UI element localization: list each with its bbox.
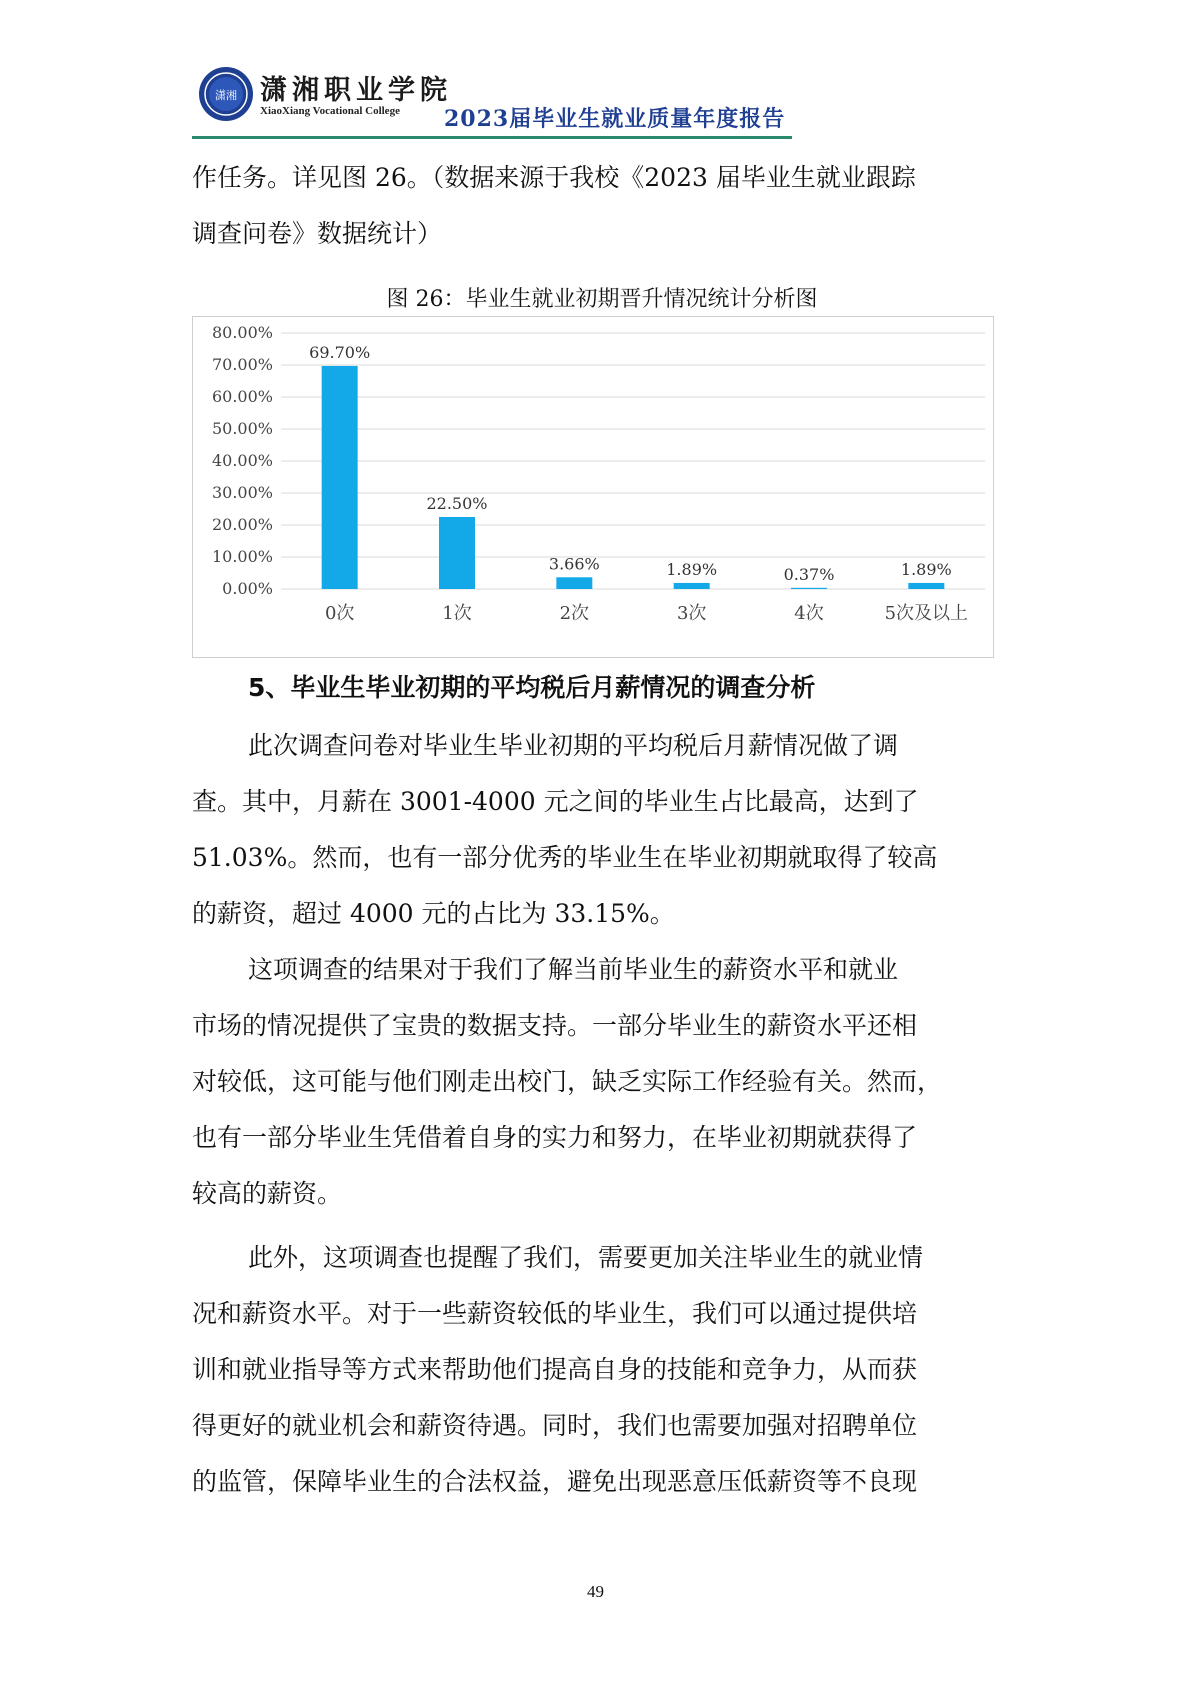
data-label-3: 1.89% xyxy=(666,559,718,579)
paragraph-3-line-3: 训和就业指导等方式来帮助他们提高自身的技能和竞争力，从而获 xyxy=(192,1355,918,1384)
x-tick-label-0: 0次 xyxy=(324,603,355,624)
y-tick-label: 60.00% xyxy=(211,387,273,406)
x-tick-label-1: 1次 xyxy=(442,603,472,624)
y-tick-label: 10.00% xyxy=(211,547,273,566)
paragraph-3-line-4: 得更好的就业机会和薪资待遇。同时，我们也需要加强对招聘单位 xyxy=(192,1411,918,1440)
x-tick-label-5: 5次及以上 xyxy=(884,603,969,624)
paragraph-1-line-4: 的薪资，超过 4000 元的占比为 33.15%。 xyxy=(192,899,675,928)
paragraph-1-line-2: 查。其中，月薪在 3001-4000 元之间的毕业生占比最高，达到了 xyxy=(192,787,919,816)
paragraph-3-line-2: 况和薪资水平。对于一些薪资较低的毕业生，我们可以通过提供培 xyxy=(192,1299,918,1328)
x-tick-label-3: 3次 xyxy=(676,603,707,624)
y-tick-label: 0.00% xyxy=(222,579,273,598)
figure-caption: 图 26：毕业生就业初期晋升情况统计分析图 xyxy=(386,287,818,312)
logo-text: 潇湘 xyxy=(215,89,237,102)
paragraph-2-line-3: 对较低，这可能与他们刚走出校门，缺乏实际工作经验有关。然而， xyxy=(192,1067,943,1096)
bar-0 xyxy=(322,366,358,589)
paragraph-2-line-5: 较高的薪资。 xyxy=(192,1179,343,1208)
y-tick-label: 80.00% xyxy=(211,323,273,342)
bar-2 xyxy=(556,577,592,589)
bar-3 xyxy=(674,583,710,589)
paragraph-3-line-1: 此外，这项调查也提醒了我们，需要更加关注毕业生的就业情 xyxy=(248,1243,924,1272)
data-label-0: 69.70% xyxy=(309,342,371,362)
paragraph-1-line-3: 51.03%。然而，也有一部分优秀的毕业生在毕业初期就取得了较高 xyxy=(192,843,938,872)
bar-4 xyxy=(791,588,827,589)
data-label-2: 3.66% xyxy=(548,554,600,574)
college-logo xyxy=(198,66,254,122)
y-tick-label: 30.00% xyxy=(211,483,273,502)
y-tick-label: 40.00% xyxy=(211,451,273,470)
school-name-cn: 潇湘职业学院 xyxy=(260,75,452,106)
x-tick-label-2: 2次 xyxy=(559,603,590,624)
intro-line-2: 调查问卷》数据统计） xyxy=(192,219,443,248)
y-tick-label: 50.00% xyxy=(211,419,273,438)
report-title: 2023届毕业生就业质量年度报告 xyxy=(444,106,786,132)
page-header xyxy=(192,58,792,140)
data-label-4: 0.37% xyxy=(783,564,835,584)
paragraph-2-line-2: 市场的情况提供了宝贵的数据支持。一部分毕业生的薪资水平还相 xyxy=(192,1011,918,1040)
x-tick-label-4: 4次 xyxy=(794,603,824,624)
y-tick-label: 20.00% xyxy=(211,515,273,534)
intro-line-1: 作任务。详见图 26。（数据来源于我校《2023 届毕业生就业跟踪 xyxy=(192,163,916,192)
paragraph-2-line-1: 这项调查的结果对于我们了解当前毕业生的薪资水平和就业 xyxy=(248,955,899,984)
paragraph-2-line-4: 也有一部分毕业生凭借着自身的实力和努力，在毕业初期就获得了 xyxy=(192,1123,918,1152)
paragraph-3-line-5: 的监管，保障毕业生的合法权益，避免出现恶意压低薪资等不良现 xyxy=(192,1467,918,1496)
data-label-5: 1.89% xyxy=(900,559,952,579)
paragraph-1-line-1: 此次调查问卷对毕业生毕业初期的平均税后月薪情况做了调 xyxy=(248,731,899,760)
page-number: 49 xyxy=(587,1582,604,1601)
header-divider xyxy=(192,136,792,139)
bar-5 xyxy=(908,583,944,589)
bar-chart-svg xyxy=(193,317,993,657)
y-tick-label: 70.00% xyxy=(211,355,273,374)
section-heading: 5、毕业生毕业初期的平均税后月薪情况的调查分析 xyxy=(248,673,816,702)
bar-chart xyxy=(192,316,994,658)
bar-1 xyxy=(439,517,475,589)
data-label-1: 22.50% xyxy=(426,494,488,513)
school-name-en: XiaoXiang Vocational College xyxy=(260,105,400,117)
